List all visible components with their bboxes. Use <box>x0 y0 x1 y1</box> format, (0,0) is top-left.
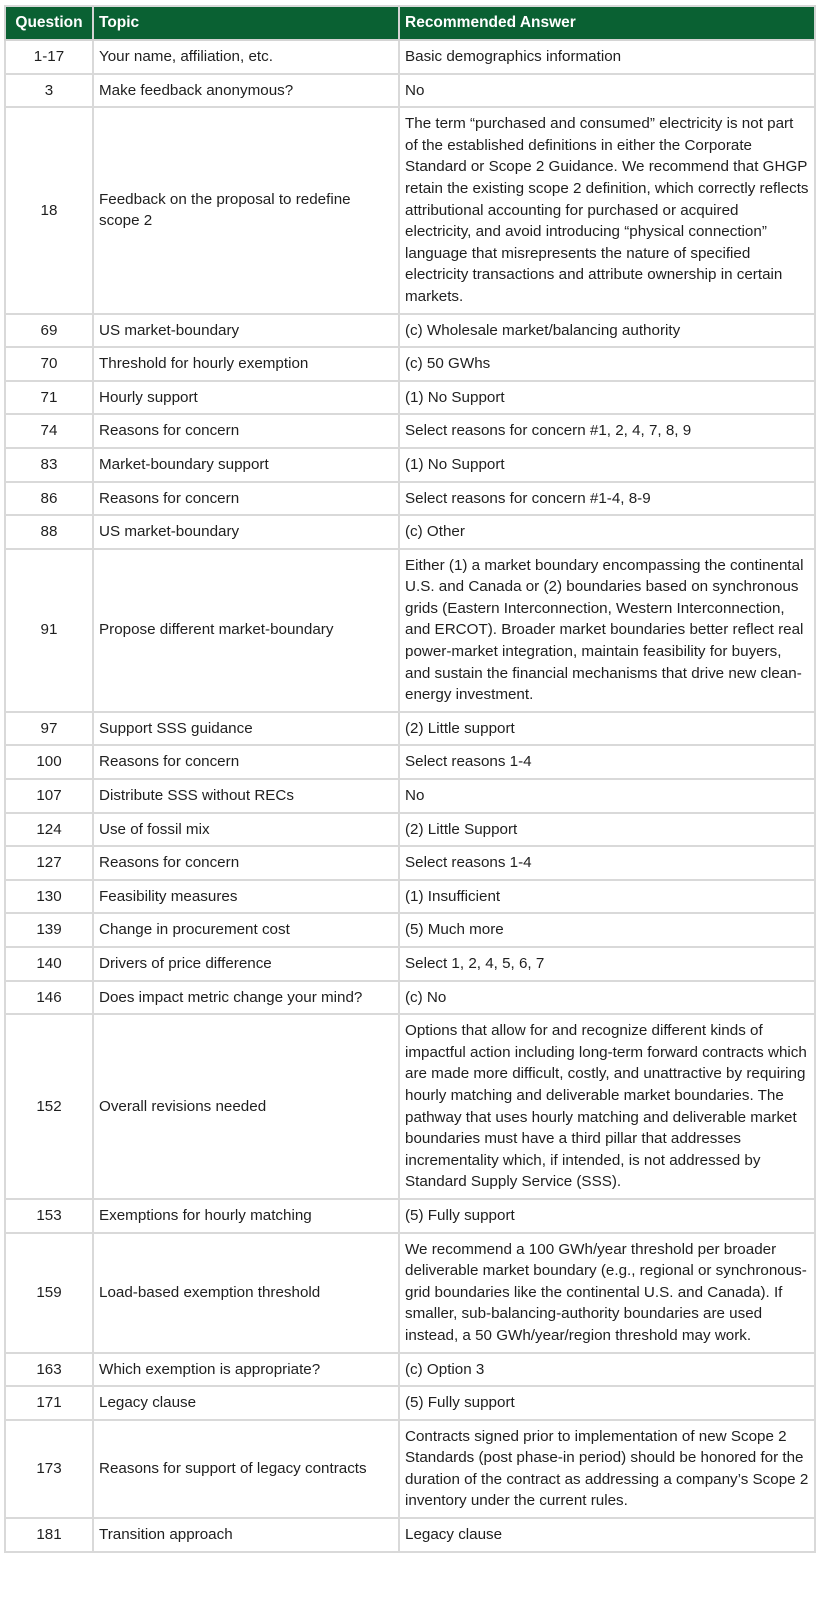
table-row <box>5 40 815 74</box>
cell-question: 127 <box>5 846 93 880</box>
cell-question: 71 <box>5 381 93 415</box>
cell-answer: The term “purchased and consumed” electricity is not part of the established definitions in either the Corporate Standard or Scope 2 Guidance. We recommend that GHGP retain the existing scope 2 definition, which correctly reflects attributional accounting for purchased or acquired electricity, and avoid introducing “physical connection” language that misrepresents the nature of specified electricity transactions and attribute ownership in certain markets. <box>399 107 815 313</box>
cell-answer: No <box>399 779 815 813</box>
cell-topic: Reasons for concern <box>93 414 399 448</box>
cell-answer: (1) No Support <box>399 448 815 482</box>
recommended-answers-table <box>4 5 816 1553</box>
table-row <box>5 981 815 1015</box>
table-row <box>5 381 815 415</box>
cell-question: 171 <box>5 1386 93 1420</box>
cell-answer: Either (1) a market boundary encompassing the continental U.S. and Canada or (2) boundaries based on synchronous grids (Eastern Interconnection, Western Interconnection, and ERCOT). Broader market boundaries better reflect real power-market integration, maintain feasibility for buyers, and sustain the financial mechanisms that drive new clean-energy investment. <box>399 549 815 712</box>
table-row <box>5 947 815 981</box>
table-row <box>5 515 815 549</box>
cell-topic: Feedback on the proposal to redefine scope 2 <box>93 107 399 313</box>
header-row <box>5 6 815 40</box>
table-row <box>5 1233 815 1353</box>
table-row <box>5 347 815 381</box>
cell-answer: (1) No Support <box>399 381 815 415</box>
cell-question: 86 <box>5 482 93 516</box>
cell-answer: (c) Option 3 <box>399 1353 815 1387</box>
cell-topic: Feasibility measures <box>93 880 399 914</box>
cell-answer: Select reasons for concern #1, 2, 4, 7, 8, 9 <box>399 414 815 448</box>
table-row <box>5 74 815 108</box>
cell-question: 1-17 <box>5 40 93 74</box>
table-row <box>5 846 815 880</box>
cell-answer: Basic demographics information <box>399 40 815 74</box>
cell-question: 100 <box>5 745 93 779</box>
cell-answer: (2) Little support <box>399 712 815 746</box>
cell-topic: Reasons for concern <box>93 745 399 779</box>
cell-answer: Select 1, 2, 4, 5, 6, 7 <box>399 947 815 981</box>
table-row <box>5 913 815 947</box>
cell-answer: (1) Insufficient <box>399 880 815 914</box>
cell-topic: Drivers of price difference <box>93 947 399 981</box>
cell-question: 139 <box>5 913 93 947</box>
table-row <box>5 448 815 482</box>
cell-question: 173 <box>5 1420 93 1518</box>
cell-topic: US market-boundary <box>93 314 399 348</box>
table-row <box>5 813 815 847</box>
cell-topic: Exemptions for hourly matching <box>93 1199 399 1233</box>
table-row <box>5 314 815 348</box>
cell-topic: Legacy clause <box>93 1386 399 1420</box>
cell-answer: Select reasons for concern #1-4, 8-9 <box>399 482 815 516</box>
table-row <box>5 482 815 516</box>
cell-question: 146 <box>5 981 93 1015</box>
cell-answer: Options that allow for and recognize different kinds of impactful action including long-term forward contracts which are made more difficult, costly, and unattractive by requiring hourly matching and deliverable market boundaries. The pathway that uses hourly matching and deliverable market boundaries must have a third pillar that addresses incrementality which, if intended, is not addressed by Standard Supply Service (SSS). <box>399 1014 815 1199</box>
cell-topic: Transition approach <box>93 1518 399 1552</box>
table-row <box>5 712 815 746</box>
cell-answer: (c) 50 GWhs <box>399 347 815 381</box>
recommended-answers-table-container <box>4 5 814 1553</box>
cell-topic: Market-boundary support <box>93 448 399 482</box>
cell-question: 130 <box>5 880 93 914</box>
cell-topic: Support SSS guidance <box>93 712 399 746</box>
cell-topic: Distribute SSS without RECs <box>93 779 399 813</box>
table-header <box>5 6 815 40</box>
cell-question: 97 <box>5 712 93 746</box>
header-recommended-answer: Recommended Answer <box>399 6 815 40</box>
cell-question: 163 <box>5 1353 93 1387</box>
cell-topic: Use of fossil mix <box>93 813 399 847</box>
table-row <box>5 1199 815 1233</box>
table-row <box>5 1420 815 1518</box>
table-row <box>5 1353 815 1387</box>
cell-answer: (c) No <box>399 981 815 1015</box>
cell-topic: US market-boundary <box>93 515 399 549</box>
cell-answer: (2) Little Support <box>399 813 815 847</box>
table-row <box>5 880 815 914</box>
cell-topic: Does impact metric change your mind? <box>93 981 399 1015</box>
cell-topic: Threshold for hourly exemption <box>93 347 399 381</box>
cell-answer: Contracts signed prior to implementation of new Scope 2 Standards (post phase-in period) should be honored for the duration of the contract as addressing a company’s Scope 2 inventory under the current rules. <box>399 1420 815 1518</box>
cell-answer: We recommend a 100 GWh/year threshold per broader deliverable market boundary (e.g., regional or synchronous-grid boundaries like the continental U.S. and Canada). If smaller, sub-balancing-authority boundaries are used instead, a 50 GWh/year/region threshold may work. <box>399 1233 815 1353</box>
cell-question: 88 <box>5 515 93 549</box>
cell-answer: Select reasons 1-4 <box>399 846 815 880</box>
cell-answer: (5) Fully support <box>399 1386 815 1420</box>
cell-question: 140 <box>5 947 93 981</box>
cell-answer: No <box>399 74 815 108</box>
cell-topic: Your name, affiliation, etc. <box>93 40 399 74</box>
cell-question: 153 <box>5 1199 93 1233</box>
cell-question: 18 <box>5 107 93 313</box>
table-row <box>5 107 815 313</box>
cell-topic: Reasons for concern <box>93 846 399 880</box>
cell-question: 69 <box>5 314 93 348</box>
header-question: Question <box>5 6 93 40</box>
cell-answer: (5) Much more <box>399 913 815 947</box>
cell-question: 91 <box>5 549 93 712</box>
cell-topic: Change in procurement cost <box>93 913 399 947</box>
cell-question: 181 <box>5 1518 93 1552</box>
table-row <box>5 745 815 779</box>
cell-question: 107 <box>5 779 93 813</box>
table-row <box>5 414 815 448</box>
header-topic: Topic <box>93 6 399 40</box>
table-row <box>5 779 815 813</box>
cell-question: 74 <box>5 414 93 448</box>
cell-topic: Which exemption is appropriate? <box>93 1353 399 1387</box>
cell-question: 159 <box>5 1233 93 1353</box>
cell-topic: Overall revisions needed <box>93 1014 399 1199</box>
cell-question: 70 <box>5 347 93 381</box>
cell-topic: Reasons for support of legacy contracts <box>93 1420 399 1518</box>
cell-answer: (c) Other <box>399 515 815 549</box>
cell-question: 83 <box>5 448 93 482</box>
cell-topic: Make feedback anonymous? <box>93 74 399 108</box>
table-row <box>5 549 815 712</box>
cell-answer: (c) Wholesale market/balancing authority <box>399 314 815 348</box>
cell-answer: Select reasons 1-4 <box>399 745 815 779</box>
table-body <box>5 40 815 1552</box>
cell-answer: (5) Fully support <box>399 1199 815 1233</box>
cell-topic: Load-based exemption threshold <box>93 1233 399 1353</box>
table-row <box>5 1518 815 1552</box>
cell-topic: Hourly support <box>93 381 399 415</box>
cell-question: 3 <box>5 74 93 108</box>
table-row <box>5 1386 815 1420</box>
table-row <box>5 1014 815 1199</box>
cell-question: 152 <box>5 1014 93 1199</box>
cell-topic: Reasons for concern <box>93 482 399 516</box>
cell-topic: Propose different market-boundary <box>93 549 399 712</box>
cell-question: 124 <box>5 813 93 847</box>
cell-answer: Legacy clause <box>399 1518 815 1552</box>
